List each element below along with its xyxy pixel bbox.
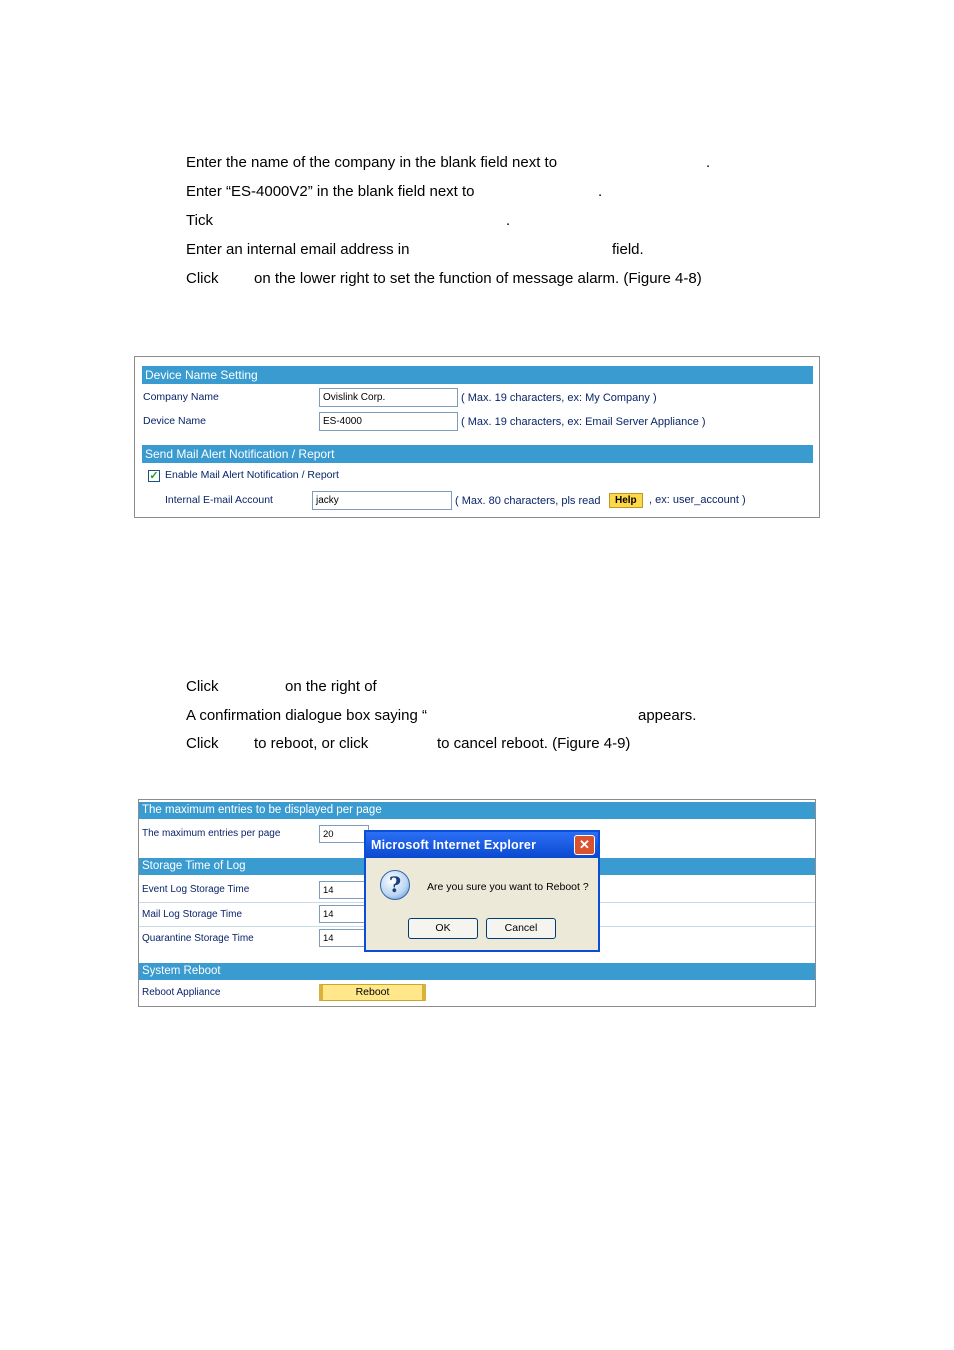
- instruction-line: Click: [186, 270, 219, 287]
- instruction-line: on the lower right to set the function of message alarm. (Figure 4-8): [254, 270, 702, 287]
- max-entries-input[interactable]: 20: [319, 825, 369, 843]
- company-name-hint: ( Max. 19 characters, ex: My Company ): [461, 392, 657, 404]
- instruction-punct: .: [506, 212, 511, 229]
- dialog-message: Are you sure you want to Reboot ?: [427, 881, 589, 893]
- instruction-line: Tick: [186, 212, 213, 229]
- instruction-line: A confirmation dialogue box saying “: [186, 707, 427, 724]
- reboot-appliance-label: Reboot Appliance: [142, 987, 221, 998]
- max-entries-label: The maximum entries per page: [142, 828, 281, 839]
- enable-mail-alert-label: Enable Mail Alert Notification / Report: [165, 469, 339, 481]
- internal-email-hint-example: , ex: user_account ): [649, 494, 746, 506]
- instruction-punct: .: [706, 154, 711, 171]
- mail-log-input[interactable]: 14: [319, 905, 369, 923]
- internal-email-label: Internal E-mail Account: [165, 494, 273, 506]
- company-name-label: Company Name: [143, 391, 219, 403]
- help-button[interactable]: Help: [609, 493, 643, 508]
- instruction-line: appears.: [638, 707, 697, 724]
- quarantine-input[interactable]: 14: [319, 929, 369, 947]
- device-name-hint: ( Max. 19 characters, ex: Email Server Appliance ): [461, 416, 706, 428]
- company-name-input[interactable]: Ovislink Corp.: [319, 388, 458, 407]
- device-name-input[interactable]: ES-4000: [319, 412, 458, 431]
- event-log-input[interactable]: 14: [319, 881, 369, 899]
- section-header-device-name: Device Name Setting: [142, 366, 813, 384]
- section-header-mail-alert: Send Mail Alert Notification / Report: [142, 445, 813, 463]
- instruction-line: Click: [186, 678, 219, 695]
- instruction-line: Click: [186, 735, 219, 752]
- instruction-line: field.: [612, 241, 644, 258]
- internal-email-input[interactable]: jacky: [312, 491, 452, 510]
- instruction-line: Enter an internal email address in: [186, 241, 410, 258]
- enable-mail-alert-checkbox[interactable]: ✓: [149, 470, 159, 482]
- mail-log-label: Mail Log Storage Time: [142, 909, 243, 920]
- close-icon[interactable]: ✕: [574, 835, 595, 855]
- reboot-button[interactable]: Reboot: [319, 984, 426, 1001]
- quarantine-label: Quarantine Storage Time: [142, 933, 254, 944]
- section-header-storage-time: Storage Time of Log: [139, 858, 815, 875]
- instruction-line: to reboot, or click: [254, 735, 369, 752]
- event-log-label: Event Log Storage Time: [142, 884, 250, 895]
- question-icon: ?: [380, 870, 410, 900]
- device-name-label: Device Name: [143, 415, 207, 427]
- reboot-confirm-dialog: [364, 830, 600, 952]
- dialog-title: Microsoft Internet Explorer: [366, 832, 598, 858]
- internal-email-hint: ( Max. 80 characters, pls read: [455, 495, 601, 507]
- cancel-button[interactable]: Cancel: [486, 918, 556, 939]
- instruction-line: Enter “ES-4000V2” in the blank field next to: [186, 183, 475, 200]
- section-header-max-entries: The maximum entries to be displayed per page: [139, 802, 815, 819]
- figure-device-settings: [134, 356, 820, 518]
- instruction-line: to cancel reboot. (Figure 4-9): [437, 735, 631, 752]
- section-header-system-reboot: System Reboot: [139, 963, 815, 980]
- instruction-line: Enter the name of the company in the blank field next to: [186, 154, 558, 171]
- instruction-punct: .: [598, 183, 603, 200]
- instruction-line: on the right of: [285, 678, 377, 695]
- ok-button[interactable]: OK: [408, 918, 478, 939]
